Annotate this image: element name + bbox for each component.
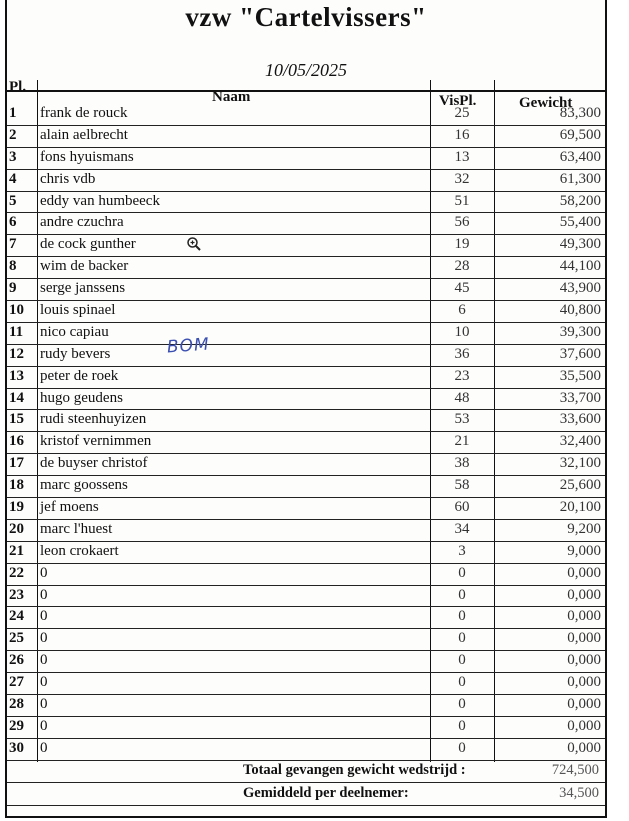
- table-row: [7, 367, 605, 389]
- catch-weight: 40,800: [559, 302, 601, 319]
- catch-weight: 0,000: [567, 674, 601, 691]
- catch-weight: 58,200: [559, 192, 601, 209]
- participant-name: jef moens: [40, 499, 99, 516]
- table-row: [7, 257, 605, 279]
- place-number: 27: [9, 674, 24, 691]
- fishing-spot: 0: [458, 586, 466, 603]
- total-weight-value: 724,500: [551, 762, 599, 778]
- total-weight-label: Totaal gevangen gewicht wedstrijd :: [243, 762, 466, 778]
- place-number: 19: [9, 499, 24, 516]
- column-header-gewicht: Gewicht: [519, 95, 573, 111]
- participant-name: 0: [40, 586, 48, 603]
- place-number: 14: [9, 389, 24, 406]
- participant-name: de cock gunther: [40, 236, 136, 253]
- catch-weight: 43,900: [559, 280, 601, 297]
- fishing-spot: 32: [454, 170, 470, 187]
- place-number: 29: [9, 717, 24, 734]
- place-number: 18: [9, 477, 24, 494]
- average-label: Gemiddeld per deelnemer:: [243, 785, 409, 801]
- total-weight-row: [7, 760, 605, 783]
- place-number: 2: [9, 126, 17, 143]
- fishing-spot: 51: [454, 192, 470, 209]
- place-number: 5: [9, 192, 17, 209]
- totals-section: [7, 760, 605, 806]
- page-title: vzw "Cartelvissers": [185, 2, 427, 32]
- handwritten-note: BOM: [166, 334, 211, 358]
- catch-weight: 0,000: [567, 696, 601, 713]
- participant-name: 0: [40, 696, 48, 713]
- average-value: 34,500: [559, 785, 599, 801]
- catch-weight: 0,000: [567, 717, 601, 734]
- place-number: 13: [9, 367, 24, 384]
- participant-name: peter de roek: [40, 367, 119, 384]
- participant-name: 0: [40, 717, 48, 734]
- catch-weight: 37,600: [559, 345, 601, 362]
- place-number: 24: [9, 608, 24, 625]
- fishing-spot: 16: [454, 126, 470, 143]
- table-row: [7, 432, 605, 454]
- catch-weight: 9,200: [567, 520, 601, 537]
- table-row: [7, 170, 605, 192]
- catch-weight: 32,400: [559, 433, 601, 450]
- catch-weight: 61,300: [559, 170, 601, 187]
- place-number: 7: [9, 236, 17, 253]
- fishing-spot: 21: [454, 433, 470, 450]
- fishing-spot: 34: [454, 520, 470, 537]
- catch-weight: 0,000: [567, 630, 601, 647]
- catch-weight: 0,000: [567, 652, 601, 669]
- table-row: [7, 586, 605, 608]
- fishing-spot: 6: [458, 302, 466, 319]
- fishing-spot: 0: [458, 696, 466, 713]
- zoom-in-icon[interactable]: [186, 236, 202, 257]
- table-row: [7, 345, 605, 367]
- table-row: [7, 192, 605, 214]
- place-number: 3: [9, 148, 17, 165]
- table-row: [7, 607, 605, 629]
- fishing-spot: 23: [454, 367, 470, 384]
- place-number: 25: [9, 630, 24, 647]
- catch-weight: 0,000: [567, 564, 601, 581]
- fishing-spot: 0: [458, 717, 466, 734]
- place-number: 21: [9, 542, 24, 559]
- catch-weight: 55,400: [559, 214, 601, 231]
- fishing-spot: 28: [454, 258, 470, 275]
- fishing-spot: 56: [454, 214, 470, 231]
- participant-name: 0: [40, 674, 48, 691]
- place-number: 30: [9, 739, 24, 756]
- participant-name: marc goossens: [40, 477, 128, 494]
- participant-name: rudy bevers: [40, 345, 111, 362]
- place-number: 15: [9, 411, 24, 428]
- catch-weight: 39,300: [559, 323, 601, 340]
- place-number: 9: [9, 280, 17, 297]
- column-header-pl: Pl.: [9, 79, 27, 95]
- place-number: 4: [9, 170, 17, 187]
- place-number: 16: [9, 433, 24, 450]
- participant-name: alain aelbrecht: [40, 126, 128, 143]
- table-row: [7, 476, 605, 498]
- participant-name: wim de backer: [40, 258, 129, 275]
- fishing-spot: 10: [454, 323, 470, 340]
- fishing-spot: 48: [454, 389, 470, 406]
- participant-name: serge janssens: [40, 280, 126, 297]
- participant-name: chris vdb: [40, 170, 96, 187]
- fishing-spot: 45: [454, 280, 470, 297]
- participant-name: louis spinael: [40, 302, 116, 319]
- fishing-spot: 36: [454, 345, 470, 362]
- column-header-vispl: VisPl.: [439, 93, 477, 109]
- table-row: [7, 126, 605, 148]
- catch-weight: 9,000: [567, 542, 601, 559]
- participant-name: kristof vernimmen: [40, 433, 152, 450]
- catch-weight: 0,000: [567, 739, 601, 756]
- results-table: [7, 104, 605, 761]
- result-sheet: [5, 0, 607, 818]
- catch-weight: 32,100: [559, 455, 601, 472]
- table-row: [7, 564, 605, 586]
- fishing-spot: 0: [458, 652, 466, 669]
- fishing-spot: 60: [454, 499, 470, 516]
- fishing-spot: 53: [454, 411, 470, 428]
- table-row: [7, 673, 605, 695]
- participant-name: andre czuchra: [40, 214, 124, 231]
- fishing-spot: 3: [458, 542, 466, 559]
- column-header-naam: Naam: [212, 89, 251, 105]
- table-row: [7, 717, 605, 739]
- catch-weight: 69,500: [559, 126, 601, 143]
- participant-name: 0: [40, 630, 48, 647]
- place-number: 10: [9, 302, 24, 319]
- table-row: [7, 454, 605, 476]
- catch-weight: 83,300: [559, 105, 601, 121]
- table-row: [7, 301, 605, 323]
- participant-name: hugo geudens: [40, 389, 123, 406]
- catch-weight: 63,400: [559, 148, 601, 165]
- fishing-spot: 58: [454, 477, 470, 494]
- catch-weight: 33,700: [559, 389, 601, 406]
- fishing-spot: 38: [454, 455, 470, 472]
- place-number: 23: [9, 586, 24, 603]
- fishing-spot: 13: [454, 148, 470, 165]
- place-number: 17: [9, 455, 24, 472]
- catch-weight: 20,100: [559, 499, 601, 516]
- place-number: 26: [9, 652, 24, 669]
- table-row: [7, 389, 605, 411]
- participant-name: 0: [40, 564, 48, 581]
- table-row: [7, 498, 605, 520]
- table-row: [7, 235, 605, 257]
- table-row: [7, 651, 605, 673]
- table-row: [7, 739, 605, 761]
- place-number: 22: [9, 564, 24, 581]
- fishing-spot: 0: [458, 608, 466, 625]
- fishing-spot: 0: [458, 630, 466, 647]
- participant-name: rudi steenhuyizen: [40, 411, 147, 428]
- competition-date: 10/05/2025: [264, 60, 347, 80]
- participant-name: 0: [40, 739, 48, 756]
- average-row: [7, 783, 605, 806]
- fishing-spot: 0: [458, 564, 466, 581]
- place-number: 1: [9, 105, 17, 121]
- table-row: [7, 629, 605, 651]
- participant-name: nico capiau: [40, 323, 109, 340]
- place-number: 8: [9, 258, 17, 275]
- place-number: 12: [9, 345, 24, 362]
- fishing-spot: 0: [458, 739, 466, 756]
- table-row: [7, 279, 605, 301]
- participant-name: marc l'huest: [40, 520, 113, 537]
- catch-weight: 0,000: [567, 586, 601, 603]
- place-number: 20: [9, 520, 24, 537]
- catch-weight: 35,500: [559, 367, 601, 384]
- participant-name: leon crokaert: [40, 542, 119, 559]
- catch-weight: 0,000: [567, 608, 601, 625]
- catch-weight: 49,300: [559, 236, 601, 253]
- place-number: 6: [9, 214, 17, 231]
- table-row: [7, 410, 605, 432]
- table-row: [7, 695, 605, 717]
- catch-weight: 33,600: [559, 411, 601, 428]
- table-row: [7, 542, 605, 564]
- fishing-spot: 0: [458, 674, 466, 691]
- catch-weight: 44,100: [559, 258, 601, 275]
- table-row: [7, 148, 605, 170]
- participant-name: 0: [40, 608, 48, 625]
- table-row: [7, 104, 605, 126]
- fishing-spot: 25: [454, 105, 470, 121]
- fishing-spot: 19: [454, 236, 470, 253]
- table-row: [7, 213, 605, 235]
- participant-name: 0: [40, 652, 48, 669]
- participant-name: eddy van humbeeck: [40, 192, 160, 209]
- participant-name: frank de rouck: [40, 105, 128, 121]
- table-row: [7, 520, 605, 542]
- place-number: 28: [9, 696, 24, 713]
- table-row: [7, 323, 605, 345]
- place-number: 11: [9, 323, 24, 340]
- participant-name: de buyser christof: [40, 455, 148, 472]
- catch-weight: 25,600: [559, 477, 601, 494]
- participant-name: fons hyuismans: [40, 148, 134, 165]
